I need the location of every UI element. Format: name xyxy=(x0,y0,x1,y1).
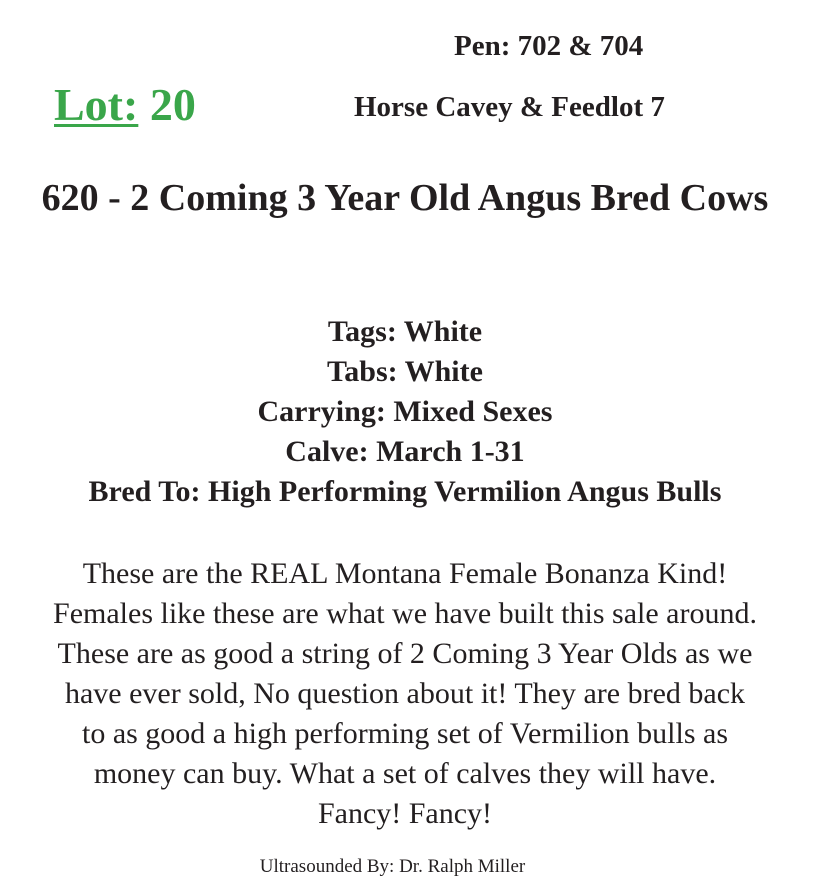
detail-bred-to: Bred To: High Performing Vermilion Angus Bulls xyxy=(88,475,722,508)
detail-tabs: Tabs: White xyxy=(327,355,483,388)
description: These are the REAL Montana Female Bonanza Kind! Females like these are what we have built this sale around. These are as good a string of 2 Coming 3 Year Olds as we have ever sold, No question about it! They are bred back to as good a high performing set of Vermilion bulls as money can buy. What a set of calves they will have. Fancy! Fancy! xyxy=(53,557,757,830)
ultrasound-credit: Ultrasounded By: Dr. Ralph Miller xyxy=(259,856,526,877)
details-list xyxy=(20,312,790,512)
pen-number: Pen: 702 & 704 xyxy=(454,30,644,62)
lot-label: Lot: xyxy=(54,79,139,130)
detail-calve: Calve: March 1-31 xyxy=(285,435,525,468)
lot-number: 20 xyxy=(149,79,196,130)
detail-carrying: Carrying: Mixed Sexes xyxy=(257,395,553,428)
lot-heading xyxy=(54,78,196,131)
location: Horse Cavey & Feedlot 7 xyxy=(354,91,665,123)
lot-title: 620 - 2 Coming 3 Year Old Angus Bred Cows xyxy=(41,177,769,219)
detail-tags: Tags: White xyxy=(327,315,483,348)
